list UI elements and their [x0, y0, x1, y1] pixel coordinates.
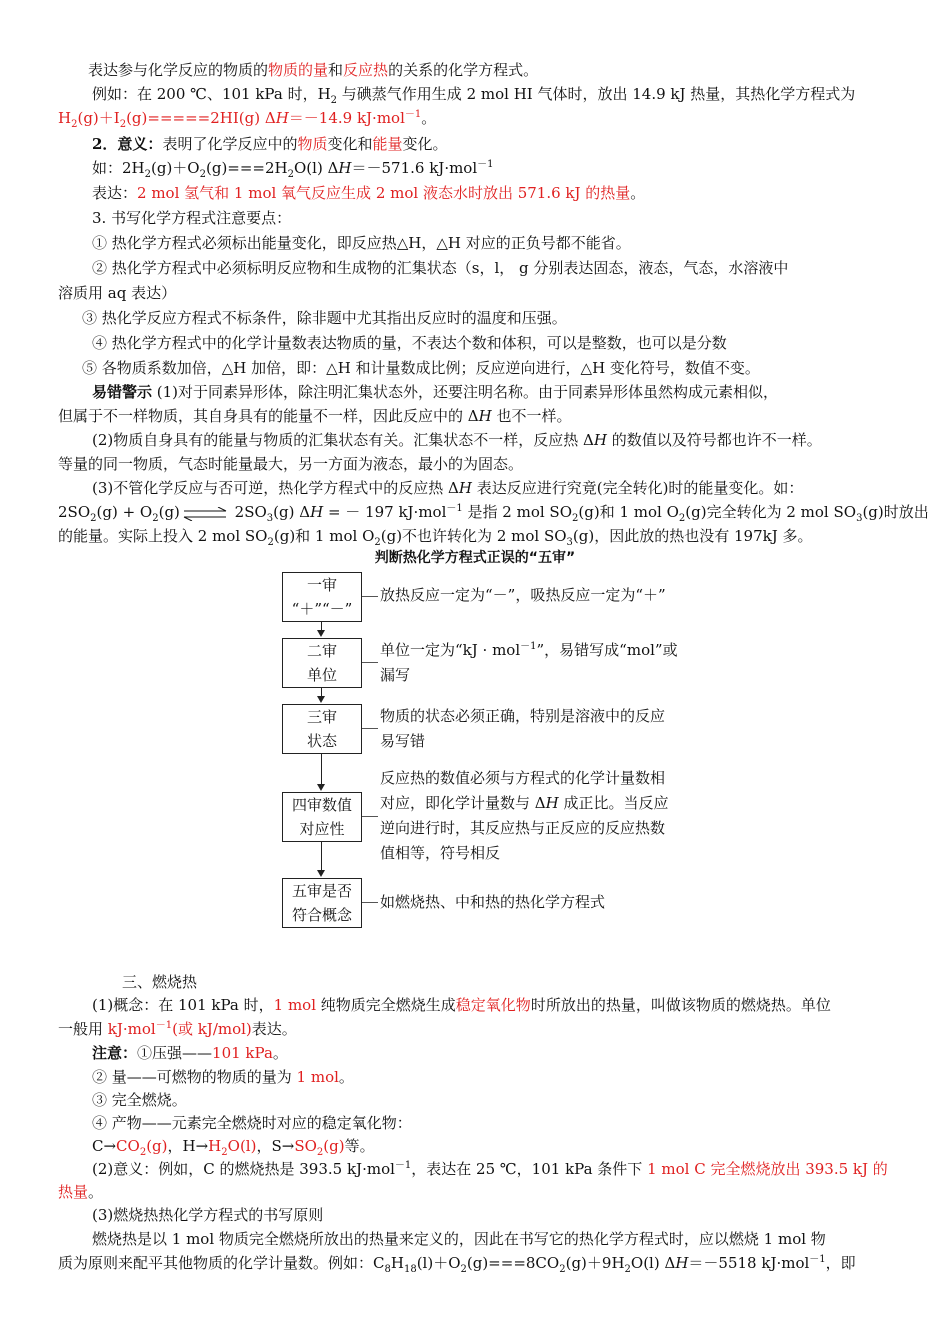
text: (g)和 1 mol O [273, 527, 375, 545]
highlight-text: H [208, 1137, 222, 1155]
text: (g)＋9H [565, 1254, 625, 1272]
section-title: 三、燃烧热 [122, 973, 198, 991]
check-desc-4 [380, 766, 668, 866]
text: 成正比。当反应 [558, 794, 669, 812]
text: = － 197 kJ·mol [323, 503, 447, 521]
note-3: ③ 完全燃烧。 [92, 1091, 187, 1109]
point-2-cont: 溶质用 aq 表达） [58, 284, 177, 302]
text: 表明了化学反应中的 [162, 135, 298, 153]
text: 。 [338, 1068, 354, 1086]
text: 值相等，符号相反 [380, 844, 501, 862]
sec3-meaning-cont [58, 1182, 950, 1202]
text: 例如：在 200 ℃、101 kPa 时，H [92, 85, 331, 103]
subscript: 2 [316, 1147, 324, 1158]
flow-line [321, 842, 322, 870]
text: (1)概念：在 101 kPa 时， [92, 996, 274, 1014]
connector-line [362, 662, 378, 663]
subscript: 2 [152, 513, 159, 524]
text: 但属于不一样物质，其自身具有的能量不一样，因此反应中的 Δ [58, 407, 479, 425]
subscript: 3 [856, 513, 863, 524]
box-label: 四审数值 [291, 796, 352, 814]
text: 一般用 [58, 1020, 108, 1038]
point-5: ⑤ 各物质系数加倍，△H 加倍，即：△H 和计量数成比例；反应逆向进行，△H 变化符号，数值不变。 [82, 359, 760, 377]
check-box-3 [282, 704, 362, 754]
box-label: “＋”“－” [291, 600, 353, 618]
text: H [338, 159, 352, 177]
box-label: 三审 [306, 708, 337, 726]
reversible-arrow-icon [182, 506, 228, 520]
subscript: 2 [119, 119, 127, 130]
subscript: 2 [199, 169, 206, 180]
text: 2SO [229, 503, 267, 521]
text: 。 [630, 184, 646, 202]
subscript: 3 [266, 513, 274, 524]
text: 漏写 [380, 666, 411, 684]
para-points-heading: 3. 书写化学方程式注意要点： [92, 209, 292, 227]
connector-line [362, 596, 378, 597]
text: (g) Δ [273, 503, 311, 521]
text: (g)时放出 [862, 503, 929, 521]
text: H [593, 431, 607, 449]
text: 变化。 [402, 135, 448, 153]
text: (g)＋O [151, 159, 200, 177]
subscript: 8 [384, 1264, 391, 1275]
highlight-text: 能量 [372, 135, 403, 153]
text: H [275, 109, 289, 127]
note-1 [92, 1043, 950, 1063]
para-example-water [92, 158, 950, 178]
subscript: 2 [330, 95, 338, 106]
subscript: 2 [144, 169, 151, 180]
text: 表达。 [251, 1020, 297, 1038]
text: 表达反应进行究竟(完全转化)时的能量变化。如： [471, 479, 804, 497]
subscript: 2 [572, 513, 579, 524]
para-example [92, 84, 950, 104]
highlight-text: (g) [146, 1137, 168, 1155]
text: (2)意义：例如，C 的燃烧热是 393.5 kJ·mol [92, 1160, 395, 1178]
highlight-text: 2 mol 氢气和 1 mol 氧气反应生成 2 mol 液态水时放出 571.6 kJ 的热量 [137, 184, 631, 202]
text: 时所放出的热量，叫做该物质的燃烧热。单位 [530, 996, 831, 1014]
text: H [310, 503, 324, 521]
para-meaning [92, 134, 950, 154]
warning-3 [92, 478, 950, 498]
text: ＝－14.9 kJ·mol [288, 109, 405, 127]
text: 表达： [92, 184, 138, 202]
sec3-principle-2 [58, 1253, 950, 1273]
highlight-text: O(l) [227, 1137, 257, 1155]
highlight-text: 101 kPa [212, 1044, 273, 1062]
text: 对应，即化学计量数与 Δ [380, 794, 546, 812]
point-3: ③ 热化学反应方程式不标条件，除非题中尤其指出反应时的温度和压强。 [82, 309, 567, 327]
subscript: 2 [460, 1264, 467, 1275]
text: 。 [421, 109, 437, 127]
highlight-text: (或 kJ/mol) [172, 1020, 252, 1038]
text: (g)＋I [77, 109, 120, 127]
subscript: 2 [221, 1147, 228, 1158]
warning-title: 易错警示 [92, 383, 153, 401]
highlight-text: 热量 [58, 1183, 89, 1201]
warning-1-cont [58, 406, 950, 426]
subscript: 18 [403, 1264, 417, 1275]
subscript: 2 [374, 537, 381, 548]
box-label: 单位 [306, 666, 337, 684]
warning-1 [92, 382, 950, 402]
flow-title: 判断热化学方程式正误的“五审” [374, 550, 576, 566]
highlight-text: kJ·mol [107, 1020, 156, 1038]
highlight-text: 稳定氧化物 [455, 996, 531, 1014]
text: (l)＋O [416, 1254, 461, 1272]
note-4: ④ 产物——元素完全燃烧时对应的稳定氧化物： [92, 1114, 412, 1132]
text: 如：2H [92, 159, 145, 177]
text: 。 [272, 1044, 288, 1062]
highlight-text: 物质的量 [268, 61, 329, 79]
connector-line [362, 902, 378, 903]
text: 也不一样。 [491, 407, 572, 425]
five-checks-diagram [280, 568, 703, 930]
check-box-1 [282, 572, 362, 622]
sec3-principle-1: 燃烧热是以 1 mol 物质完全燃烧所放出的热量来定义的，因此在书写它的热化学方程式时，应以燃烧 1 mol 物 [92, 1230, 826, 1248]
superscript: －1 [520, 641, 537, 652]
text: (g) [158, 503, 180, 521]
box-label: 对应性 [299, 820, 345, 838]
text: (g)，因此放的热也没有 197kJ 多。 [572, 527, 813, 545]
para-expression [92, 183, 950, 203]
sec3-principle-heading: (3)燃烧热热化学方程式的书写原则 [92, 1206, 324, 1224]
text: (1)对于同素异形体，除注明汇集状态外，还要注明名称。由于同素异形体虽然构成元素相似， [152, 383, 779, 401]
text: 逆向进行时，其反应热与正反应的反应热数 [380, 819, 666, 837]
text: 与碘蒸气作用生成 2 mol HI 气体时，放出 14.9 kJ 热量，其热化学方程式为 [337, 85, 856, 103]
check-desc-2 [380, 638, 678, 688]
check-box-5 [282, 878, 362, 928]
flow-line [321, 754, 322, 784]
text: (g)===2H [205, 159, 288, 177]
text: (2)物质自身具有的能量与物质的汇集状态有关。汇集状态不一样，反应热 Δ [92, 431, 594, 449]
para-definition [88, 60, 950, 80]
sec3-meaning [92, 1159, 950, 1179]
warning-3-equation [58, 502, 950, 522]
text: 的关系的化学方程式。 [388, 61, 539, 79]
arrow-down-icon [317, 870, 325, 877]
heading: 2．意义： [92, 135, 163, 153]
note-label: 注意： [92, 1044, 138, 1062]
text: H [458, 479, 472, 497]
text: ＝－5518 kJ·mol [688, 1254, 810, 1272]
text: ①压强—— [137, 1044, 213, 1062]
text: (g)和 1 mol O [578, 503, 679, 521]
superscript: －1 [477, 159, 494, 170]
sec3-concept-cont [58, 1019, 950, 1039]
highlight-text: CO [116, 1137, 140, 1155]
para-equation-hi [58, 108, 950, 128]
text: ，表达在 25 ℃，101 kPa 条件下 [411, 1160, 648, 1178]
text: 等。 [344, 1137, 375, 1155]
box-label: 状态 [306, 732, 337, 750]
text: 变化和 [327, 135, 373, 153]
text: ，S→ [256, 1137, 295, 1155]
note-5 [92, 1136, 950, 1156]
point-1: ① 热化学方程式必须标出能量变化，即反应热△H，△H 对应的正负号都不能省。 [92, 234, 631, 252]
sec3-concept [92, 995, 950, 1015]
arrow-down-icon [317, 784, 325, 791]
highlight-text: 1 mol C 完全燃烧放出 393.5 kJ 的 [647, 1160, 888, 1178]
highlight-text: SO [294, 1137, 317, 1155]
box-label: 符合概念 [291, 906, 352, 924]
text: C→ [92, 1137, 117, 1155]
connector-line [362, 816, 378, 817]
text: H [675, 1254, 689, 1272]
text: ② 量——可燃物的物质的量为 [92, 1068, 297, 1086]
subscript: 2 [267, 537, 274, 548]
superscript: －1 [446, 503, 463, 514]
text: 表达参与化学反应的物质的 [88, 61, 269, 79]
text: 质为原则来配平其他物质的化学计量数。例如：C [58, 1254, 385, 1272]
point-4: ④ 热化学方程式中的化学计量数表达物质的量，不表达个数和体积，可以是整数，也可以是分数 [92, 334, 727, 352]
connector-line [362, 728, 378, 729]
point-2: ② 热化学方程式中必须标明反应物和生成物的汇集状态（s，l， g 分别表达固态，液态，气态，水溶液中 [92, 259, 789, 277]
subscript: 2 [139, 1147, 147, 1158]
highlight-text: 反应热 [343, 61, 389, 79]
check-box-4 [282, 792, 362, 842]
text: 的能量。实际上投入 2 mol SO [58, 527, 268, 545]
text: (g)不也许转化为 2 mol SO [380, 527, 567, 545]
warning-2-cont: 等量的同一物质，气态时能量最大，另一方面为液态，最小的为固态。 [58, 455, 524, 473]
text: ，H→ [167, 1137, 209, 1155]
superscript: －1 [809, 1254, 826, 1265]
text: O(l) Δ [630, 1254, 676, 1272]
subscript: 2 [559, 1264, 566, 1275]
superscript: －1 [404, 109, 422, 120]
flow-line [321, 688, 322, 696]
text: ＝－571.6 kJ·mol [351, 159, 478, 177]
subscript: 2 [71, 119, 78, 130]
text: 反应热的数值必须与方程式的化学计量数相 [380, 769, 666, 787]
text: 单位一定为“kJ · mol [380, 641, 521, 659]
check-desc-3 [380, 704, 665, 754]
superscript: －1 [394, 1160, 412, 1171]
check-box-2 [282, 638, 362, 688]
box-label: 五审是否 [291, 882, 352, 900]
text: 易写错 [380, 732, 426, 750]
text: (g) + O [96, 503, 153, 521]
flow-line [321, 622, 322, 630]
text: H [545, 794, 559, 812]
box-label: 二审 [306, 642, 337, 660]
text: H [390, 1254, 404, 1272]
text: 和 [328, 61, 344, 79]
text: (g)===8CO [466, 1254, 560, 1272]
check-desc-5: 如燃烧热、中和热的热化学方程式 [380, 893, 606, 911]
subscript: 2 [90, 513, 97, 524]
box-label: 一审 [306, 576, 337, 594]
superscript: －1 [155, 1020, 173, 1031]
highlight-text: 1 mol [296, 1068, 339, 1086]
subscript: 2 [624, 1264, 631, 1275]
text: H [478, 407, 492, 425]
text: 物质的状态必须正确，特别是溶液中的反应 [380, 707, 666, 725]
text: 2SO [58, 503, 91, 521]
text: 的数值以及符号都也许不一样。 [606, 431, 822, 449]
arrow-down-icon [317, 696, 325, 703]
text: 。 [88, 1183, 104, 1201]
text: 纯物质完全燃烧生成 [316, 996, 456, 1014]
highlight-text: (g) [323, 1137, 345, 1155]
text: (g)=====2HI(g) Δ [126, 109, 276, 127]
check-desc-1: 放热反应一定为“－”，吸热反应一定为“＋” [380, 586, 666, 604]
text: O(l) Δ [294, 159, 339, 177]
warning-2 [92, 430, 950, 450]
text: (g)完全转化为 2 mol SO [685, 503, 857, 521]
text: ，即 [825, 1254, 856, 1272]
note-2 [92, 1067, 950, 1087]
highlight-text: 1 mol [273, 996, 317, 1014]
subscript: 2 [678, 513, 686, 524]
text: 是指 2 mol SO [462, 503, 573, 521]
warning-3-cont [58, 526, 950, 546]
subscript: 3 [566, 537, 573, 548]
highlight-text: 物质 [297, 135, 328, 153]
subscript: 2 [287, 169, 294, 180]
text: (3)不管化学反应与否可逆，热化学方程式中的反应热 Δ [92, 479, 459, 497]
text: ”，易错写成“mol”或 [536, 641, 678, 659]
arrow-down-icon [317, 630, 325, 637]
text: H [58, 109, 72, 127]
